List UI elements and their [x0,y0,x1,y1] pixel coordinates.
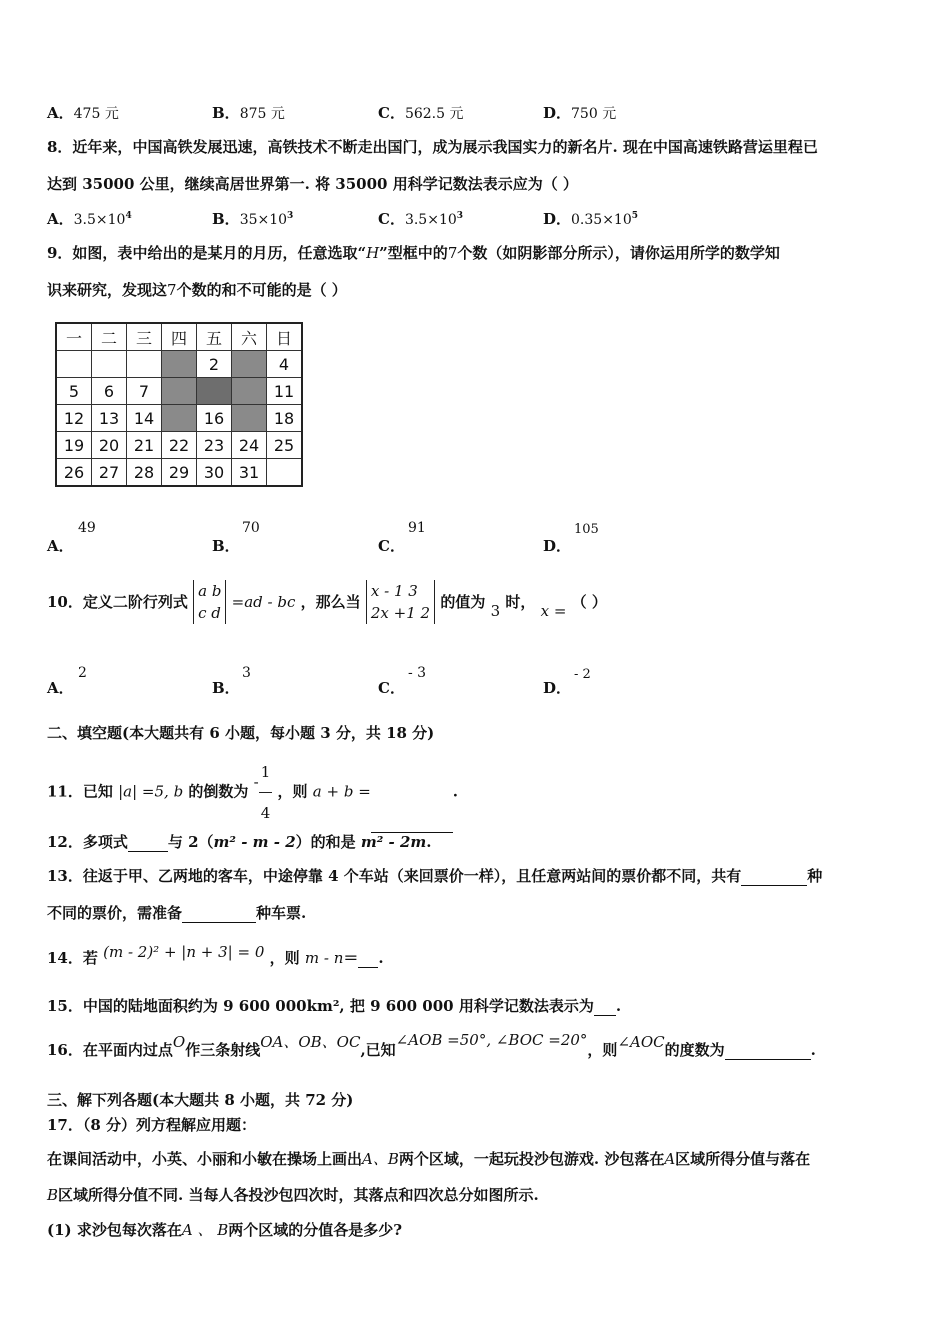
calendar-cell: 4 [267,351,303,378]
calendar-header-cell: 二 [92,323,127,351]
calendar-cell: 25 [267,432,303,459]
calendar-cell: 6 [92,378,127,405]
calendar-cell-shaded [232,378,267,405]
calendar-header-cell: 一 [56,323,92,351]
q9-line1: 9．如图，表中给出的是某月的月历，任意选取“H”型框中的7个数（如阴影部分所示），请你运用所学的数学知 [47,244,780,262]
q10-option-c[interactable]: C． [378,679,405,697]
q17-title: 17．（8 分）列方程解应用题： [47,1116,257,1134]
calendar-cell: 27 [92,459,127,487]
q11-fraction: $\frac{1}{4}$ [259,752,273,833]
calendar-cell: 7 [127,378,162,405]
calendar-cell: 16 [197,405,232,432]
calendar-cell: 28 [127,459,162,487]
q9-option-c[interactable]: C． [378,537,405,555]
calendar-cell: 30 [197,459,232,487]
calendar-cell: 18 [267,405,303,432]
calendar-cell [267,459,303,487]
calendar-cell: 12 [56,405,92,432]
calendar-cell: 2 [197,351,232,378]
q10-option-a[interactable]: A． [47,679,74,697]
calendar-cell: 21 [127,432,162,459]
q10-option-b[interactable]: B． [212,679,240,697]
q10-determinant-2: x - 1 3 2x +1 2 [366,580,435,624]
calendar-cell: 13 [92,405,127,432]
calendar-cell-shaded [162,378,197,405]
q7-option-d[interactable]: D．750 元 [543,104,617,122]
q7-option-b[interactable]: B．875 元 [212,104,285,122]
section-3-heading: 三、解下列各题(本大题共 8 小题，共 72 分) [47,1091,354,1109]
q11-answer-blank[interactable] [371,816,453,833]
calendar-header-cell: 日 [267,323,303,351]
calendar-header-row [56,323,302,351]
q7-option-a[interactable]: A．475 元 [47,104,119,122]
calendar-cell: 11 [267,378,303,405]
q9-option-b-value: 70 [242,520,260,536]
q9-line2: 识来研究，发现这7个数的和不可能的是（ ） [47,281,347,299]
q17-line2: B区域所得分值不同. 当每人各投沙包四次时，其落点和四次总分如图所示. [47,1186,539,1204]
calendar-cell: 19 [56,432,92,459]
q10-option-d-value: - 2 [574,667,591,682]
q15-line: 15．中国的陆地面积约为 9 600 000km², 把 9 600 000 用科学记数法表示为 . [47,997,622,1015]
calendar-table [55,322,303,487]
q15-answer-blank[interactable] [594,999,616,1016]
calendar-cell: 26 [56,459,92,487]
calendar-cell-shaded [232,405,267,432]
q17-sub1: (1) 求沙包每次落在A 、 B两个区域的分值各是多少? [47,1221,403,1239]
q8-line1: 8．近年来，中国高铁发展迅速，高铁技术不断走出国门，成为展示我国实力的新名片. 现在中国高速铁路营运里程已 [47,138,818,156]
q13-answer-blank-2[interactable] [182,906,256,923]
calendar-cell-shaded [162,351,197,378]
section-2-heading: 二、填空题(本大题共有 6 小题，每小题 3 分，共 18 分) [47,724,435,742]
q7-option-c[interactable]: C．562.5 元 [378,104,464,122]
q9-option-d-value: 105 [574,522,599,537]
calendar-cell: 14 [127,405,162,432]
calendar-cell-shaded [197,378,232,405]
calendar-row [56,378,302,405]
q10-line: 10．定义二阶行列式 a b c d =ad - bc ，那么当 x - 1 3 2x +1 2 的值为 3 时， x = （ ） [47,582,607,622]
calendar-cell [92,351,127,378]
q12-answer-blank[interactable] [128,835,168,852]
calendar-cell-shaded [162,405,197,432]
q13-line2: 不同的票价，需准备 种车票. [47,904,307,922]
q9-option-d[interactable]: D． [543,537,572,555]
q8-option-a[interactable]: A．$3.5\times 10^4$ [47,210,132,228]
q16-line: 16．在平面内过点O作三条射线OA、OB、OC,已知∠AOB =50°, ∠BOC =20°，则∠AOC的度数为 . [47,1031,816,1059]
q8-line2: 达到 35000 公里，继续高居世界第一. 将 35000 用科学记数法表示应为（ ） [47,175,578,193]
q9-option-a-value: 49 [78,520,96,536]
q10-option-b-value: 3 [242,665,251,681]
q13-line1: 13．往返于甲、乙两地的客车，中途停靠 4 个车站（来回票价一样），且任意两站间的票价都不同，共有 种 [47,867,823,885]
calendar-cell [56,351,92,378]
q10-option-d[interactable]: D． [543,679,572,697]
q10-option-a-value: 2 [78,665,87,681]
q8-option-d[interactable]: D．$0.35\times 10^5$ [543,210,638,228]
q9-option-b[interactable]: B． [212,537,240,555]
q12-line: 12．多项式 与 2（m² - m - 2）的和是 m² - 2m. [47,833,432,851]
calendar-cell: 29 [162,459,197,487]
q9-option-a[interactable]: A． [47,537,74,555]
calendar-row [56,432,302,459]
q13-answer-blank-1[interactable] [741,869,807,886]
q8-option-c[interactable]: C．$3.5\times 10^3$ [378,210,464,228]
q10-option-c-value: - 3 [408,665,427,681]
calendar-cell: 24 [232,432,267,459]
calendar-row [56,351,302,378]
calendar-cell: 23 [197,432,232,459]
calendar-row [56,459,302,487]
calendar-header-cell: 六 [232,323,267,351]
calendar-row [56,405,302,432]
q17-line1: 在课间活动中，小英、小丽和小敏在操场上画出A、B两个区域，一起玩投沙包游戏. 沙包落在A区域所得分值与落在 [47,1150,811,1168]
calendar-cell: 31 [232,459,267,487]
q8-option-b[interactable]: B．$35\times 10^3$ [212,210,294,228]
q14-line: 14．若 (m - 2)² + |n + 3| = 0 ，则 m - n＝ . [47,943,384,967]
calendar-header-cell: 四 [162,323,197,351]
q16-answer-blank[interactable] [725,1043,811,1060]
calendar-header-cell: 五 [197,323,232,351]
calendar-cell [127,351,162,378]
q9-option-c-value: 91 [408,520,426,536]
calendar-cell: 5 [56,378,92,405]
q14-answer-blank[interactable] [358,951,378,968]
calendar-cell-shaded [232,351,267,378]
calendar-cell: 20 [92,432,127,459]
q10-determinant-1: a b c d [193,580,226,624]
calendar-cell: 22 [162,432,197,459]
q11-line: 11．已知 |a| =5, b 的倒数为 - $\frac{1}{4}$ ，则 a + b = . [47,752,458,833]
calendar-header-cell: 三 [127,323,162,351]
